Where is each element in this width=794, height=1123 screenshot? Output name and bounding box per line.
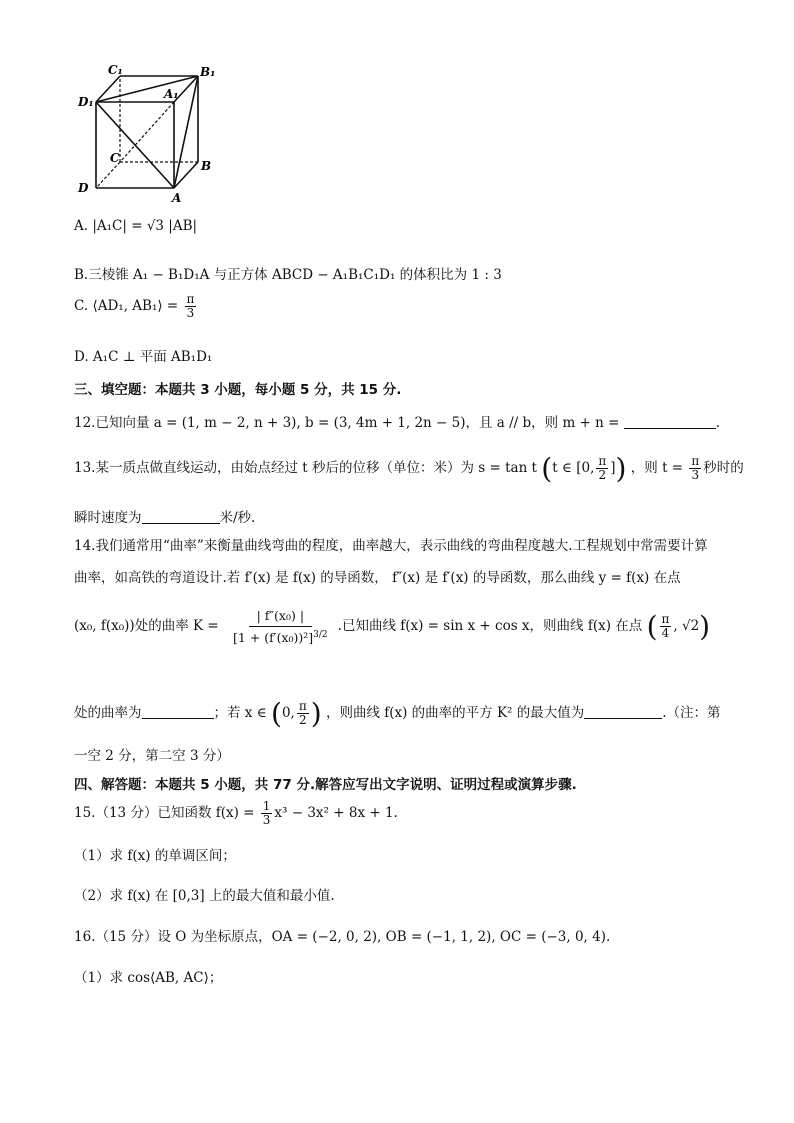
q14-blank-2[interactable] xyxy=(584,704,662,719)
question-16: 16.（15 分）设 O 为坐标原点，OA = (−2, 0, 2), OB = (−1, 1, 2), OC = (−3, 0, 4). xyxy=(74,929,611,945)
q12-tail: . xyxy=(715,415,721,431)
question-14-line3 xyxy=(74,608,754,645)
q13-t-pi: π xyxy=(691,454,700,468)
question-15-part2: （2）求 f(x) 在 [0,3] 上的最大值和最小值. xyxy=(74,888,335,904)
diag-A1C xyxy=(120,102,174,162)
q13-answer-blank[interactable] xyxy=(142,509,220,524)
q12-text: 12.已知向量 a = (1, m − 2, n + 3), b = (3, 4m + 1, 2n − 5)，且 a // b，则 m + n = xyxy=(74,415,624,431)
q15-fraction xyxy=(261,800,273,827)
q14-k-den-wrap xyxy=(227,627,334,645)
q14-pt-y: , √2 xyxy=(673,618,700,635)
q14-int-num: π xyxy=(298,699,307,713)
q13-line2-a: 瞬时速度为 xyxy=(74,510,142,526)
q14-k-den: [1 + (f′(x₀))²] xyxy=(233,630,314,646)
q13-text-c: 秒时的 xyxy=(703,460,744,476)
q14-point: (x₀, f(x₀)) xyxy=(74,618,135,635)
q14-pt-open: ( xyxy=(646,610,658,644)
q13-cond-close: ] xyxy=(610,460,616,476)
q14-pt-den: 4 xyxy=(661,626,670,641)
q14-pt-close: ) xyxy=(699,610,711,644)
q12-answer-blank[interactable] xyxy=(624,414,716,429)
option-a: A. |A₁C| = √3 |AB| xyxy=(74,218,198,234)
q13-text-b: ，则 t = xyxy=(630,460,684,476)
label-A: A xyxy=(172,191,182,204)
q13-paren-close: ) xyxy=(615,452,627,485)
q14-k-exp: 3/2 xyxy=(313,630,328,640)
hidden-CD xyxy=(96,162,120,188)
option-c-expr: ⟨AD₁, AB₁⟩ = xyxy=(92,298,179,314)
q14-int-fraction xyxy=(297,700,309,727)
label-C1: C₁ xyxy=(108,63,123,77)
q14-k-eq: K = xyxy=(193,618,219,635)
question-14-line2: 曲率，如高铁的弯道设计.若 f′(x) 是 f(x) 的导函数， f″(x) 是 f′(x) 的导函数，那么曲线 y = f(x) 在点 xyxy=(74,570,681,586)
q13-pi: π xyxy=(598,454,607,468)
q13-cond-fraction xyxy=(596,455,608,482)
q14-line3-b: .已知曲线 f(x) = sin x + cos x，则曲线 f(x) 在点 xyxy=(337,618,643,635)
q13-two: 2 xyxy=(598,468,607,482)
q14-line4-a: 处的曲率为 xyxy=(74,705,142,721)
label-D: D xyxy=(78,181,89,195)
q15-head: 15.（13 分）已知函数 f(x) = xyxy=(74,805,255,821)
section-4-title: 四、解答题：本题共 5 小题，共 77 分.解答应写出文字说明、证明过程或演算步骤. xyxy=(74,777,577,793)
cube-figure xyxy=(74,62,224,204)
question-15-part1: （1）求 f(x) 的单调区间； xyxy=(74,848,236,864)
q15-three: 3 xyxy=(262,813,271,827)
section-3-title: 三、填空题：本题共 3 小题，每小题 5 分，共 15 分. xyxy=(74,382,402,398)
q14-line4-d: .（注：第 xyxy=(662,705,721,721)
q15-tail: x³ − 3x² + 8x + 1. xyxy=(274,805,398,821)
label-A1: A₁ xyxy=(164,87,179,101)
question-13 xyxy=(74,452,754,485)
q14-blank-1[interactable] xyxy=(142,704,214,719)
edge-D1C1 xyxy=(96,76,120,102)
question-14-line1: 14.我们通常用“曲率”来衡量曲线弯曲的程度，曲率越大，表示曲线的弯曲程度越大.工程规划中常需要计算 xyxy=(74,538,708,554)
option-c xyxy=(74,293,754,320)
option-c-fraction xyxy=(185,293,197,320)
label-C: C xyxy=(110,151,120,165)
q14-int-den: 2 xyxy=(298,713,307,727)
question-14-line5: 一空 2 分，第二空 3 分） xyxy=(74,748,230,764)
question-15 xyxy=(74,800,754,827)
q14-curv-label: 处的曲率 xyxy=(134,618,189,635)
q15-one: 1 xyxy=(262,799,271,813)
q13-paren-open: ( xyxy=(541,452,553,485)
q13-text-a: 13.某一质点做直线运动，由始点经过 t 秒后的位移（单位：米）为 s = tan t xyxy=(74,460,537,476)
q14-pt-num: π xyxy=(661,612,670,627)
label-D1: D₁ xyxy=(78,95,94,109)
q14-int-open: ( xyxy=(271,697,282,730)
question-13-line2 xyxy=(74,506,754,526)
option-b: B.三棱锥 A₁ − B₁D₁A 与正方体 ABCD − A₁B₁C₁D₁ 的体积比为 1 : 3 xyxy=(74,267,502,283)
option-d: D. A₁C ⊥ 平面 AB₁D₁ xyxy=(74,349,213,365)
question-12 xyxy=(74,411,754,431)
q14-int-close: ) xyxy=(310,697,322,730)
q13-cond-open: t ∈ [0, xyxy=(552,460,595,476)
question-14-line4 xyxy=(74,697,754,730)
option-c-num: π xyxy=(186,292,195,306)
question-16-part1: （1）求 cos⟨AB, AC⟩； xyxy=(74,970,223,986)
q13-t-fraction xyxy=(689,455,701,482)
q14-line4-c: ，则曲线 f(x) 的曲率的平方 K² 的最大值为 xyxy=(325,705,585,721)
q13-line2-b: 米/秒. xyxy=(219,510,256,526)
q14-k-num: | f″(x₀) | xyxy=(249,608,312,627)
option-c-den: 3 xyxy=(186,306,195,320)
diag-D1B1 xyxy=(96,76,198,102)
q14-line4-b: ；若 x ∈ xyxy=(213,705,267,721)
option-c-prefix: C. xyxy=(74,298,89,314)
q14-pt-fraction xyxy=(660,613,672,640)
q14-k-fraction xyxy=(227,608,334,645)
label-B: B xyxy=(201,159,212,173)
q14-int-a: 0, xyxy=(281,705,295,721)
label-B1: B₁ xyxy=(200,65,216,79)
q13-t-three: 3 xyxy=(691,468,700,482)
